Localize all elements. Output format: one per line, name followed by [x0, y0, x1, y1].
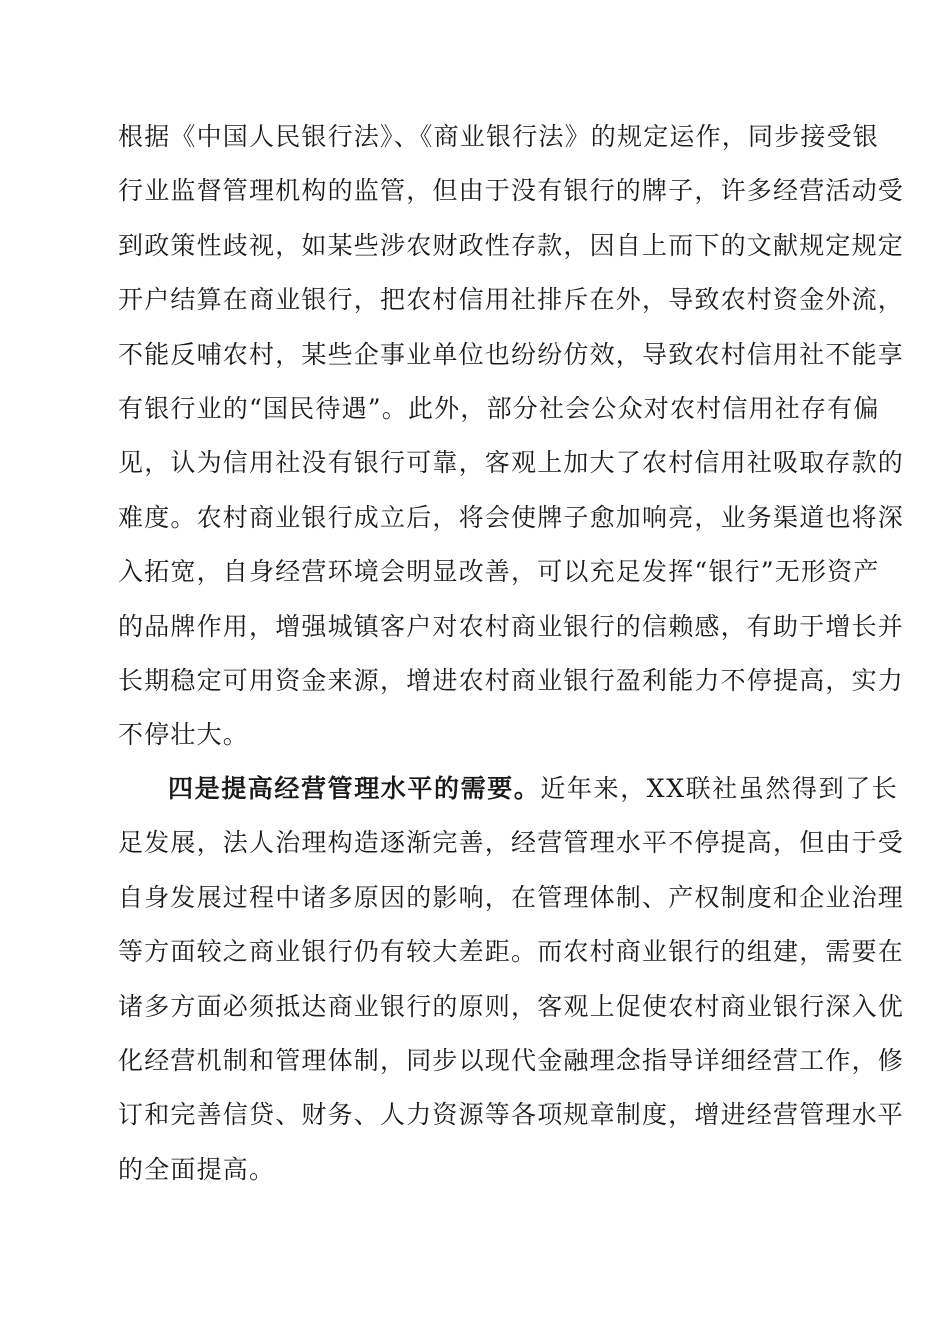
text-line: 难度。农村商业银行成立后，将会使牌子愈加响亮，业务渠道也将深 — [118, 502, 905, 532]
section-heading: 四是提高经营管理水平的需要。 — [168, 774, 541, 803]
text-line: 订和完善信贷、财务、人力资源等各项规章制度，增进经营管理水平 — [118, 1100, 905, 1130]
text-line-first — [118, 762, 899, 816]
text-line: 足发展，法人治理构造逐渐完善，经营管理水平不停提高，但由于受 — [118, 828, 905, 858]
paragraph-2 — [118, 762, 905, 1197]
text-line: 诸多方面必须抵达商业银行的原则，客观上促使农村商业银行深入优 — [118, 991, 905, 1021]
text-line: 的全面提高。 — [118, 1154, 276, 1184]
text-line: 自身发展过程中诸多原因的影响，在管理体制、产权制度和企业治理 — [118, 882, 905, 912]
text-line: 不停壮大。 — [118, 720, 250, 750]
paragraph-1 — [118, 110, 905, 763]
text-line: 入拓宽，自身经营环境会明显改善，可以充足发挥“银行”无形资产 — [118, 557, 880, 587]
text-line: 到政策性歧视，如某些涉农财政性存款，因自上而下的文献规定规定 — [118, 230, 905, 260]
text-line: 有银行业的“国民待遇”。此外，部分社会公众对农村信用社存有偏 — [118, 393, 880, 423]
text-line: 等方面较之商业银行仍有较大差距。而农村商业银行的组建，需要在 — [118, 937, 905, 967]
heading-followup-text: 近年来，XX联社虽然得到了长 — [540, 774, 899, 803]
text-line: 长期稳定可用资金来源，增进农村商业银行盈利能力不停提高，实力 — [118, 665, 905, 695]
text-line: 开户结算在商业银行，把农村信用社排斥在外，导致农村资金外流， — [118, 285, 905, 315]
text-line: 不能反哺农村，某些企事业单位也纷纷仿效，导致农村信用社不能享 — [118, 339, 905, 369]
text-line: 根据《中国人民银行法》、《商业银行法》的规定运作，同步接受银 — [118, 122, 880, 151]
text-line: 行业监督管理机构的监管，但由于没有银行的牌子，许多经营活动受 — [118, 176, 905, 206]
text-line: 的品牌作用，增强城镇客户对农村商业银行的信赖感，有助于增长并 — [118, 611, 905, 641]
text-line: 化经营机制和管理体制，同步以现代金融理念指导详细经营工作，修 — [118, 1045, 905, 1075]
text-line: 见，认为信用社没有银行可靠，客观上加大了农村信用社吸取存款的 — [118, 448, 905, 478]
